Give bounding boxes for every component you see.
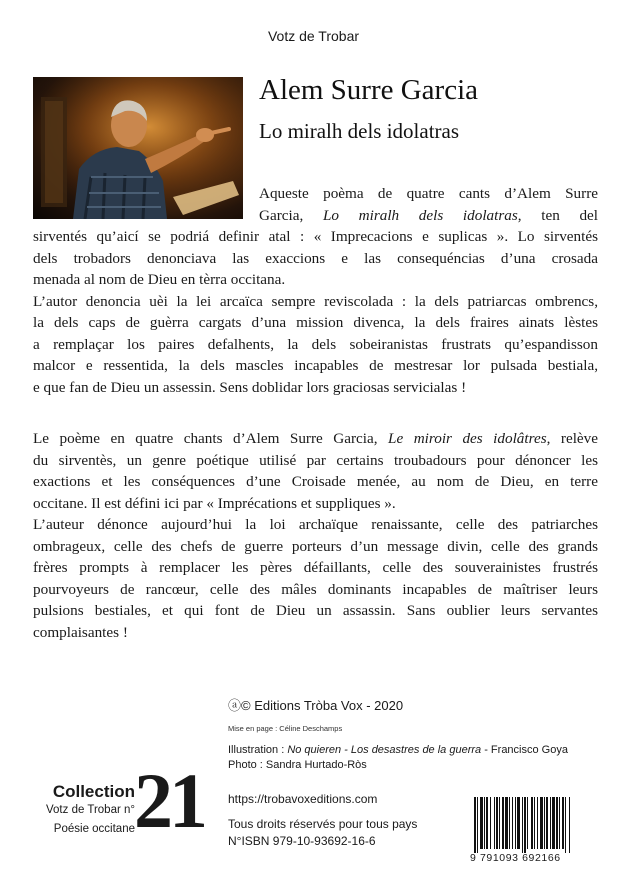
barcode-bar [537,797,538,849]
barcode-bar [552,797,555,849]
barcode-bar [477,797,478,853]
barcode-bar [512,797,513,849]
barcode-bar [556,797,558,849]
barcode-bar [559,797,560,849]
french-line: pulsions bestiales, et qui font de Dieu un assassin. Sans oublier leurs servantes [33,602,598,619]
french-line: pourvoyeurs de rancœur, celle des mâles dominants incapables de maîtriser leurs [33,580,598,598]
occitan-body [33,226,598,398]
barcode-bar [515,797,516,849]
french-line: Le poème en quatre chants d’Alem Surre Garcia, Le miroir des idolâtres, relève [33,430,599,447]
barcode-bar [524,797,526,853]
french-line: du sirventès, un genre poétique utilisé par certains troubadours pour dénoncer les [33,451,598,469]
barcode-bar [522,797,523,853]
french-text [33,428,598,643]
barcode-bar [546,797,548,849]
barcode-bar [486,797,488,849]
layout-credit: Mise en page : Céline Deschamps [228,724,343,733]
barcode-bar [505,797,508,849]
barcode-bar [550,797,551,849]
occitan-line: e que fan de Dieu un assessin. Sens doblidar lors graciosas servicialas ! [33,378,467,396]
barcode-bar [480,797,483,849]
barcode-bar [474,797,476,853]
barcode-bar [540,797,543,849]
series-header: Votz de Trobar [267,28,360,44]
french-line: complaisantes ! [33,623,128,641]
french-line: ombrageux, celle des chefs de guerre porteurs d’un message divin, celle des grands [33,537,598,555]
french-line: exactions et les conséquences d’une Croisade menée, au nom de Dieu, en terre [33,473,598,490]
barcode-bar [490,797,491,849]
barcode-bar [544,797,545,849]
collection-label: Collection [52,782,135,801]
author-photo-image [33,77,243,219]
occitan-line: dels trobadors denonciava las exaccions e las consequéncias d’una crosada [33,249,598,267]
occitan-line: Aqueste poèma de quatre cants d’Alem Surre [259,185,598,202]
barcode-bar [517,797,520,849]
barcode-bar [494,797,495,849]
french-line: occitane. Il est défini ici par « Imprécations et suppliques ». [33,494,396,512]
french-line: L’auteur dénonce aujourd’hui la loi archaïque renaissante, celle des patriarches [33,516,598,533]
collection-number: 21 [134,757,204,844]
barcode-bar [562,797,564,849]
website-link[interactable]: https://trobavoxeditions.com [228,792,378,806]
isbn-number: N°ISBN 979-10-93692-16-6 [228,834,376,848]
barcode-bar [502,797,504,849]
occitan-line: la dels caps de guèrra cargats d’una mission divenca, la dels fraires ainats lèstes [33,314,598,331]
barcode-bar [496,797,498,849]
barcode-bar [499,797,500,849]
occitan-line: L’autor denoncia uèi la lei arcaïca sempre reviscolada : la dels patriarcas ombrencs, [33,292,598,310]
barcode-bar [484,797,485,849]
barcode-digits: 9 791093 692166 [470,852,561,864]
occitan-line: malcor e ressentida, la dels mascles incapables de mestresar lor pulsada bestiala, [33,357,598,374]
barcode-bar [565,797,566,853]
barcode-bar [534,797,535,849]
illustration-title: No quieren - Los desastres de la guerra [287,744,482,756]
rights-notice: Tous droits réservés pour tous pays [228,817,418,831]
book-title: Lo miralh dels idolatras [259,119,460,143]
french-title-italic: Le miroir des idolâtres [388,430,547,447]
barcode-image [470,797,602,853]
barcode-bar [527,797,528,849]
occitan-title-italic: Lo miralh dels idolatras [322,206,518,224]
barcode-bar [569,797,570,853]
barcode-bar [509,797,510,849]
photo-credit: Photo : Sandra Hurtado-Ròs [228,759,367,771]
author-photo [33,77,243,219]
occitan-line: menada al nom de Dieu en tèrra occitana. [33,271,286,288]
occitan-line: sirventés qu’aicí se podriá definir atal : « Imprecacions e suplicas ». Lo sirventés [33,228,598,245]
occitan-line: a remplaçar los paires defalhents, la dels sobeiranistas frustrats qu’espandisson [33,335,598,353]
collection-subtitle: Poésie occitane [53,823,135,835]
occitan-line: Garcia, Lo miralh dels idolatras, ten del [259,206,599,224]
french-line: frères prompts à remplacer les pères défaillants, celle des souverainistes frustrés [33,559,598,576]
collection-series: Votz de Trobar n° [46,804,135,816]
occitan-first-lines [259,183,598,226]
barcode-bar [531,797,533,849]
author-name: Alem Surre Garcia [259,74,479,106]
copyright-notice: ⓐ© Editions Tròba Vox - 2020 [228,698,404,713]
illustration-credit: Illustration : No quieren - Los desastres de la guerra - Francisco Goya [228,744,568,756]
